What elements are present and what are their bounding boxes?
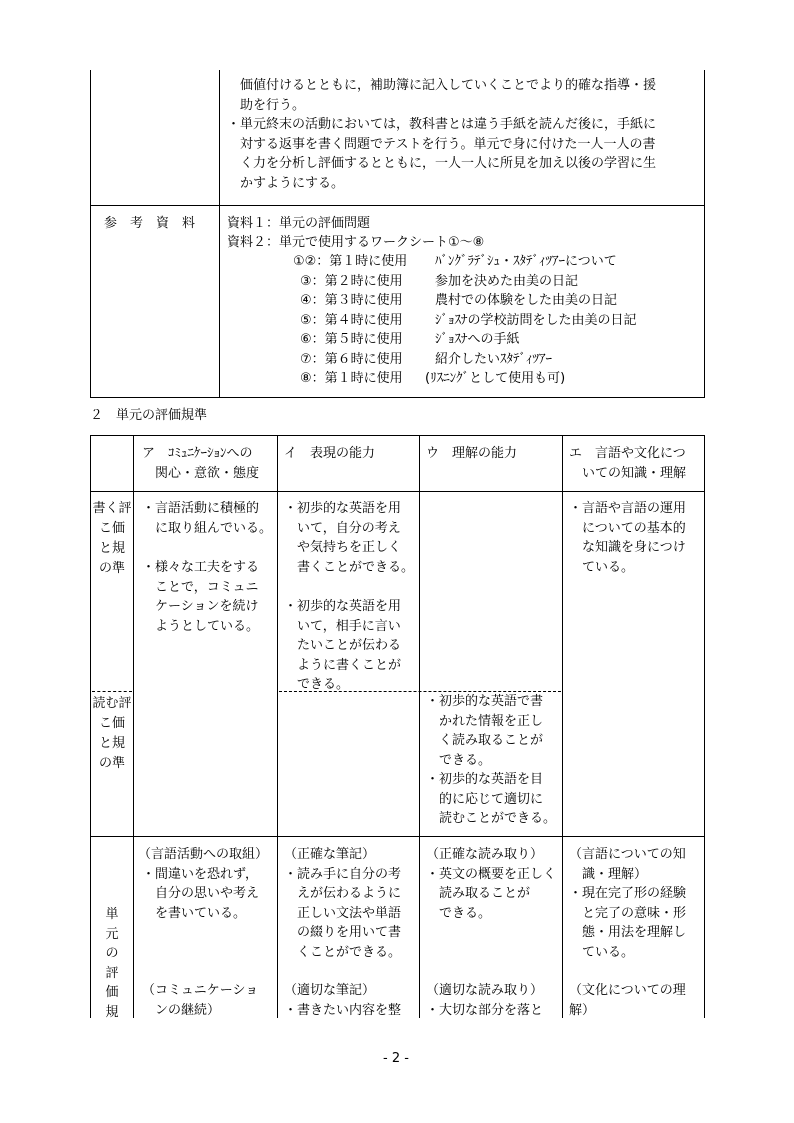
worksheet-num: ⑤：第４時に使用 xyxy=(300,312,403,328)
row-label-char: の準 xyxy=(98,756,125,771)
header-comprehension xyxy=(426,444,517,464)
writing-knowledge-1 xyxy=(569,499,686,577)
criterion-line: ・書きたい内容を整 xyxy=(284,1002,402,1018)
worksheet-desc: ｼﾞｮｽﾅの学校訪問をした由美の日記 xyxy=(435,312,637,328)
criterion-line: （文化についての理 xyxy=(569,983,686,998)
worksheet-num: ⑥：第５時に使用 xyxy=(300,332,403,347)
criterion-line: えが伝わるように xyxy=(297,886,402,901)
worksheet-num: ⑧：第１時に使用 xyxy=(300,371,403,386)
header-line: イ 表現の能力 xyxy=(284,446,376,461)
criterion-line: についての基本的 xyxy=(582,520,686,536)
criterion-line: ・英文の概要を正しく xyxy=(426,866,557,882)
criterion-line: ようとしている。 xyxy=(155,618,260,634)
header-knowledge xyxy=(569,444,686,483)
section-heading: ２ 単元の評価規準 xyxy=(90,408,208,423)
row-label-writing xyxy=(92,499,132,579)
criterion-line: 書くことができる。 xyxy=(297,559,415,575)
header-line: 関心・意欲・態度 xyxy=(155,465,260,481)
unit-knowledge-2 xyxy=(569,981,686,1020)
reading-comprehension-2 xyxy=(426,770,556,829)
criterion-line: 態・用法を理解し xyxy=(582,925,687,940)
header-interest xyxy=(142,444,259,483)
criterion-line: を書いている。 xyxy=(155,905,247,921)
criterion-line: 読み取ることが xyxy=(439,886,531,901)
header-line: ウ 理解の能力 xyxy=(426,446,518,461)
criterion-line: の綴りを用いて書 xyxy=(297,925,402,940)
row-label-char: 評 xyxy=(105,965,119,981)
criterion-line: ことで，コミュニ xyxy=(155,579,259,595)
criterion-line: ・大切な部分を落と xyxy=(426,1002,544,1018)
worksheet-desc: 参加を決めた由美の日記 xyxy=(435,273,579,289)
worksheet-num: ①②：第１時に使用 xyxy=(293,254,408,269)
unit-interest-1 xyxy=(138,845,268,923)
worksheet-desc: ﾊﾞﾝｸﾞﾗﾃﾞｼｭ・ｽﾀﾃﾞｨﾂｱｰについて xyxy=(435,254,617,269)
continued-line: く力を分析し評価するとともに，一人一人に所見を加え以後の学習に生 xyxy=(240,156,657,171)
criterion-line: 的に応じて適切に xyxy=(439,791,544,807)
unit-expression-1 xyxy=(284,845,401,962)
row-label-char: 規 xyxy=(105,1004,119,1020)
row-label-char: 単 xyxy=(105,907,119,922)
row-label-char: 書く評 xyxy=(92,501,132,516)
reference-list xyxy=(227,214,484,252)
criterion-line: ように書くことが xyxy=(297,657,402,673)
criterion-line: ・読み手に自分の考 xyxy=(284,866,402,882)
row-label-unit xyxy=(92,905,132,1022)
criterion-line: ・言語活動に積極的 xyxy=(142,501,260,516)
criterion-line: 解） xyxy=(569,1002,596,1018)
row-label-char: 元 xyxy=(105,926,119,942)
criterion-line: な知識を身につけ xyxy=(582,540,686,555)
criterion-line: （正確な読み取り） xyxy=(426,847,544,862)
unit-comprehension-2 xyxy=(426,981,543,1020)
row-label-char: 読む評 xyxy=(92,696,132,711)
criterion-line: たいことが伝わる xyxy=(297,638,402,653)
worksheet-list xyxy=(293,252,637,389)
unit-expression-2 xyxy=(284,981,401,1020)
worksheet-desc: ｼﾞｮｽﾅへの手紙 xyxy=(435,332,520,347)
worksheet-item xyxy=(293,252,637,272)
criterion-line: ・言語や言語の運用 xyxy=(569,501,687,516)
worksheet-item xyxy=(293,272,637,292)
criterion-line: （言語についての知 xyxy=(569,847,686,862)
reference-item: 資料２：単元で使用するワークシート①～⑧ xyxy=(227,235,485,250)
criterion-line: ・初歩的な英語で書 xyxy=(426,694,544,709)
criterion-line: や気持ちを正しく xyxy=(297,540,402,555)
worksheet-num: ④：第３時に使用 xyxy=(300,293,403,308)
worksheet-item xyxy=(293,350,637,370)
criterion-line: できる。 xyxy=(439,752,492,768)
worksheet-item xyxy=(293,311,637,331)
criterion-line: 識・理解） xyxy=(582,866,648,882)
unit-comprehension-1 xyxy=(426,845,556,923)
writing-interest-2 xyxy=(142,558,259,636)
row-label-char: こ価 xyxy=(98,521,125,536)
unit-knowledge-1 xyxy=(569,845,686,962)
worksheet-item xyxy=(293,330,637,350)
reference-label: 参 考 資 料 xyxy=(104,216,196,231)
writing-expression-2 xyxy=(284,597,401,695)
header-expression xyxy=(284,444,375,464)
criterion-line: ・初歩的な英語を用 xyxy=(284,599,402,614)
criterion-line: いて，相手に言い xyxy=(297,618,401,634)
writing-expression-1 xyxy=(284,499,414,577)
criterion-line: ・初歩的な英語を用 xyxy=(284,501,402,516)
worksheet-item xyxy=(293,291,637,311)
reference-item: 資料１：単元の評価問題 xyxy=(227,216,371,231)
criterion-line: と完了の意味・形 xyxy=(582,905,687,921)
continued-line: 価値付けるとともに，補助簿に記入していくことでより的確な指導・援 xyxy=(240,78,657,93)
page-number: - 2 - xyxy=(383,1051,409,1066)
criterion-line: 自分の思いや考え xyxy=(155,886,260,901)
criterion-line: ている。 xyxy=(582,944,635,960)
criterion-line: く読み取ることが xyxy=(439,733,544,748)
continued-line: 助を行う。 xyxy=(240,97,306,113)
criterion-line: かれた情報を正し xyxy=(439,713,544,729)
criterion-line: （コミュニケーショ xyxy=(142,983,259,998)
criterion-line: ンの継続） xyxy=(155,1002,221,1018)
criterion-line: ・現在完了形の経験 xyxy=(569,886,687,901)
row-label-char: の準 xyxy=(98,561,125,576)
writing-interest-1 xyxy=(142,499,272,538)
worksheet-item xyxy=(293,369,637,389)
criterion-line: ケーションを続け xyxy=(155,599,259,614)
reading-comprehension-1 xyxy=(426,692,543,770)
row-label-char: と規 xyxy=(98,736,125,751)
criterion-line: できる。 xyxy=(297,677,350,692)
criterion-line: 読むことができる。 xyxy=(439,811,557,826)
continued-line: ・単元終末の活動においては，教科書とは違う手紙を読んだ後に，手紙に xyxy=(227,117,657,132)
criterion-line: 正しい文法や単語 xyxy=(297,905,402,921)
criterion-line: （言語活動への取組） xyxy=(138,847,269,862)
worksheet-desc: 農村での体験をした由美の日記 xyxy=(435,293,618,308)
row-label-reading xyxy=(92,694,132,774)
criterion-line: （適切な筆記） xyxy=(284,983,376,998)
continued-line: かすようにする。 xyxy=(240,175,345,191)
row-label-char: と規 xyxy=(98,541,125,556)
row-label-char: こ価 xyxy=(98,716,125,731)
criterion-line: （正確な筆記） xyxy=(284,847,376,862)
criterion-line: ・様々な工夫をする xyxy=(142,560,260,575)
row-label-char: の xyxy=(105,946,119,961)
criterion-line: できる。 xyxy=(439,905,492,921)
worksheet-num: ③：第２時に使用 xyxy=(300,273,403,289)
criterion-line: ・初歩的な英語を目 xyxy=(426,772,544,787)
criterion-line: に取り組んでいる。 xyxy=(155,520,273,536)
worksheet-desc: (ﾘｽﾆﾝｸﾞとして使用も可) xyxy=(425,371,566,386)
criterion-line: ている。 xyxy=(582,559,635,575)
continued-line: 対する返事を書く問題でテストを行う。単元で身に付けた一人一人の書 xyxy=(240,136,656,152)
criterion-line: ・間違いを恐れず， xyxy=(142,866,258,882)
header-line: いての知識・理解 xyxy=(582,465,687,481)
top-table-continued-text xyxy=(227,76,656,193)
worksheet-desc: 紹介したいｽﾀﾃﾞｨﾂｱｰ xyxy=(435,351,553,367)
criterion-line: いて，自分の考え xyxy=(297,520,401,536)
criterion-line: （適切な読み取り） xyxy=(426,983,544,998)
worksheet-num: ⑦：第６時に使用 xyxy=(300,351,403,367)
unit-interest-2 xyxy=(142,981,258,1020)
header-line: ア ｺﾐｭﾆｹｰｼｮﾝへの xyxy=(142,446,253,461)
criterion-line: くことができる。 xyxy=(297,944,402,960)
header-line: エ 言語や文化につ xyxy=(569,446,686,461)
row-label-char: 価 xyxy=(105,985,119,1000)
